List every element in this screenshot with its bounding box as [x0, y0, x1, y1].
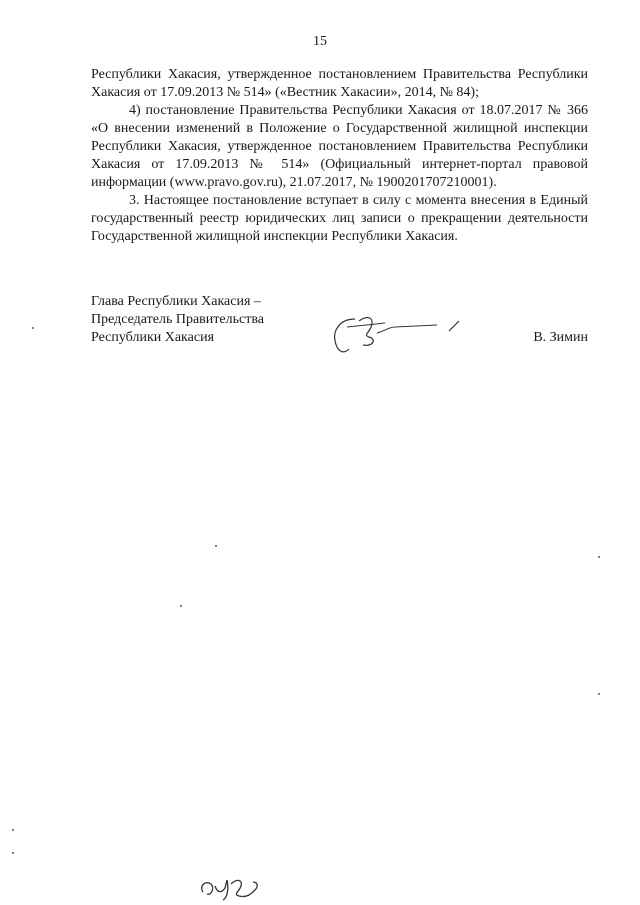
paragraph-item-4: 4) постановление Правительства Республики Хакасия от 18.07.2017 № 366 «О внесении изменений в Положение о Государственной жилищной инспекции Республики Хакасия, утвержденное постановлением Правительства Республики Хакасия от 17.09.2013 № 514» (Официальный интернет-портал правовой информации (www.pravo.gov.ru), 21.07.2017, № 1900201707210001). [91, 103, 588, 190]
signer-title-line: Глава Республики Хакасия – [91, 294, 261, 309]
handwritten-initials [197, 866, 269, 904]
signer-title-line: Республики Хакасия [91, 330, 215, 345]
signer-title-line: Председатель Правительства [91, 312, 264, 327]
signature-block [91, 293, 588, 363]
scan-speck [180, 605, 182, 607]
paragraph-continuation: Республики Хакасия, утвержденное постановлением Правительства Республики Хакасия от 17.09.2013 № 514» («Вестник Хакасии», 2014, № 84); [91, 67, 588, 100]
paragraph-clause-3: 3. Настоящее постановление вступает в силу с момента внесения в Единый государственный реестр юридических лиц записи о прекращении деятельности Государственной жилищной инспекции Республики Хакасия. [91, 193, 588, 244]
document-body [91, 66, 588, 246]
signer-title [91, 293, 331, 347]
handwritten-signature [325, 309, 475, 359]
scan-speck [215, 545, 217, 547]
scan-speck [598, 693, 600, 695]
page-number: 15 [313, 34, 327, 49]
scan-speck [598, 556, 600, 558]
scan-speck [32, 327, 34, 329]
scan-speck [12, 852, 14, 854]
scan-speck [12, 829, 14, 831]
signer-name: В. Зимин [533, 330, 588, 345]
